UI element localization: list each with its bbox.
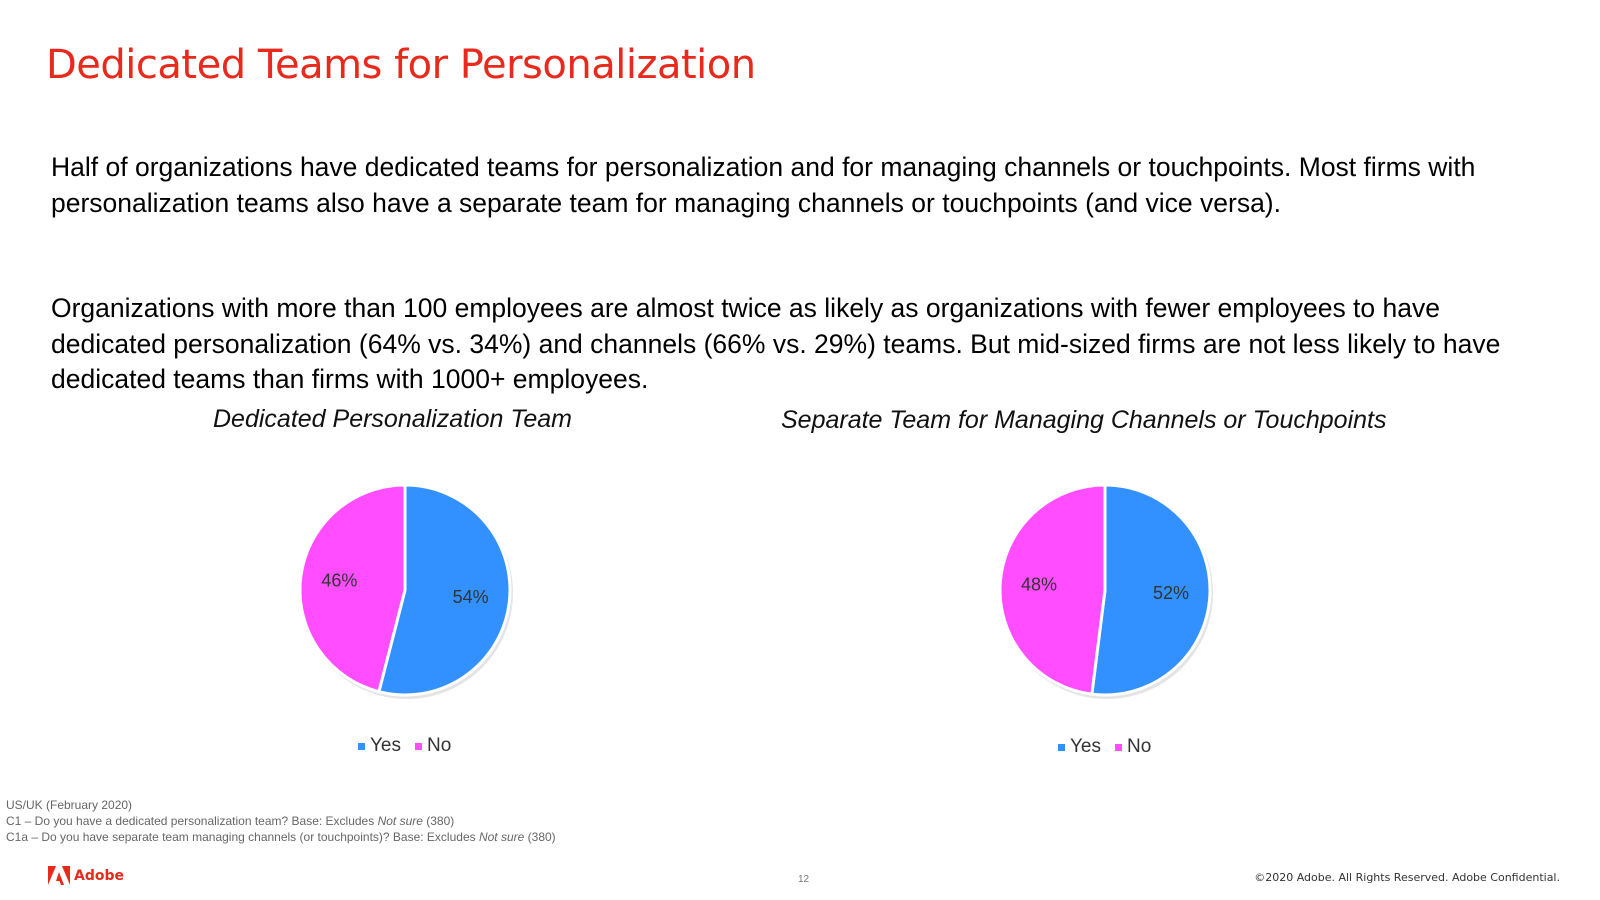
footnote-source: US/UK (February 2020) <box>6 798 133 812</box>
chart-title-channels: Separate Team for Managing Channels or Touchpoints <box>781 406 1387 434</box>
footnote-c1a-text: C1a – Do you have separate team managing channels (or touchpoints)? Base: Excludes <box>6 830 479 844</box>
data-label-yes: 52% <box>1153 582 1190 603</box>
legend-swatch-no <box>415 743 422 750</box>
legend-label-no: No <box>427 735 452 756</box>
data-label-no: 48% <box>1020 574 1057 595</box>
legend-label-yes: Yes <box>1070 736 1101 757</box>
page-number: 12 <box>798 874 810 885</box>
copyright-notice: ©2020 Adobe. All Rights Reserved. Adobe Confidential. <box>1254 871 1560 884</box>
adobe-logo-icon <box>48 866 70 885</box>
footnote-c1a-emphasis: Not sure <box>478 830 525 844</box>
footnote-question-c1 <box>6 813 556 829</box>
footnote-c1a-base: (380) <box>524 830 556 844</box>
pie-slice-yes <box>1092 485 1210 695</box>
summary-paragraph-2: Organizations with more than 100 employees are almost twice as likely as organizations with fewer employees to have dedicated personalization (64% vs. 34%) and channels (66% vs. 29%) teams. But mid-sized firms are not less likely to have dedicated teams than firms with 1000+ employees. <box>51 293 1501 394</box>
legend-label-yes: Yes <box>370 735 401 756</box>
adobe-logo <box>48 866 124 885</box>
adobe-logo-text: Adobe <box>74 867 124 884</box>
legend-item-yes <box>1058 736 1101 758</box>
footnote-c1-text: C1 – Do you have a dedicated personalization team? Base: Excludes <box>6 814 378 828</box>
legend-swatch-yes <box>358 743 365 750</box>
footnote-c1-emphasis: Not sure <box>377 814 423 828</box>
footnote-c1-base: (380) <box>422 814 455 828</box>
legend-swatch-yes <box>1058 744 1065 751</box>
legend-item-yes <box>358 735 401 757</box>
pie-chart-personalization <box>285 470 525 710</box>
legend-item-no <box>1115 736 1151 758</box>
slide-title: Dedicated Teams for Personalization <box>46 42 756 88</box>
summary-paragraph-1: Half of organizations have dedicated teams for personalization and for managing channels or touchpoints. Most firms with personalization teams also have a separate team for managing channels or touchpoints (and vice versa). <box>51 152 1476 218</box>
legend-personalization <box>358 735 465 757</box>
data-label-no: 46% <box>321 570 358 591</box>
pie-chart-channels <box>985 470 1225 710</box>
chart-title-personalization: Dedicated Personalization Team <box>213 405 573 433</box>
footnotes <box>6 797 556 845</box>
legend-channels <box>1058 736 1165 758</box>
legend-label-no: No <box>1127 736 1152 757</box>
data-label-yes: 54% <box>452 587 489 608</box>
legend-item-no <box>415 735 451 757</box>
footnote-question-c1a <box>6 829 556 845</box>
legend-swatch-no <box>1115 744 1122 751</box>
